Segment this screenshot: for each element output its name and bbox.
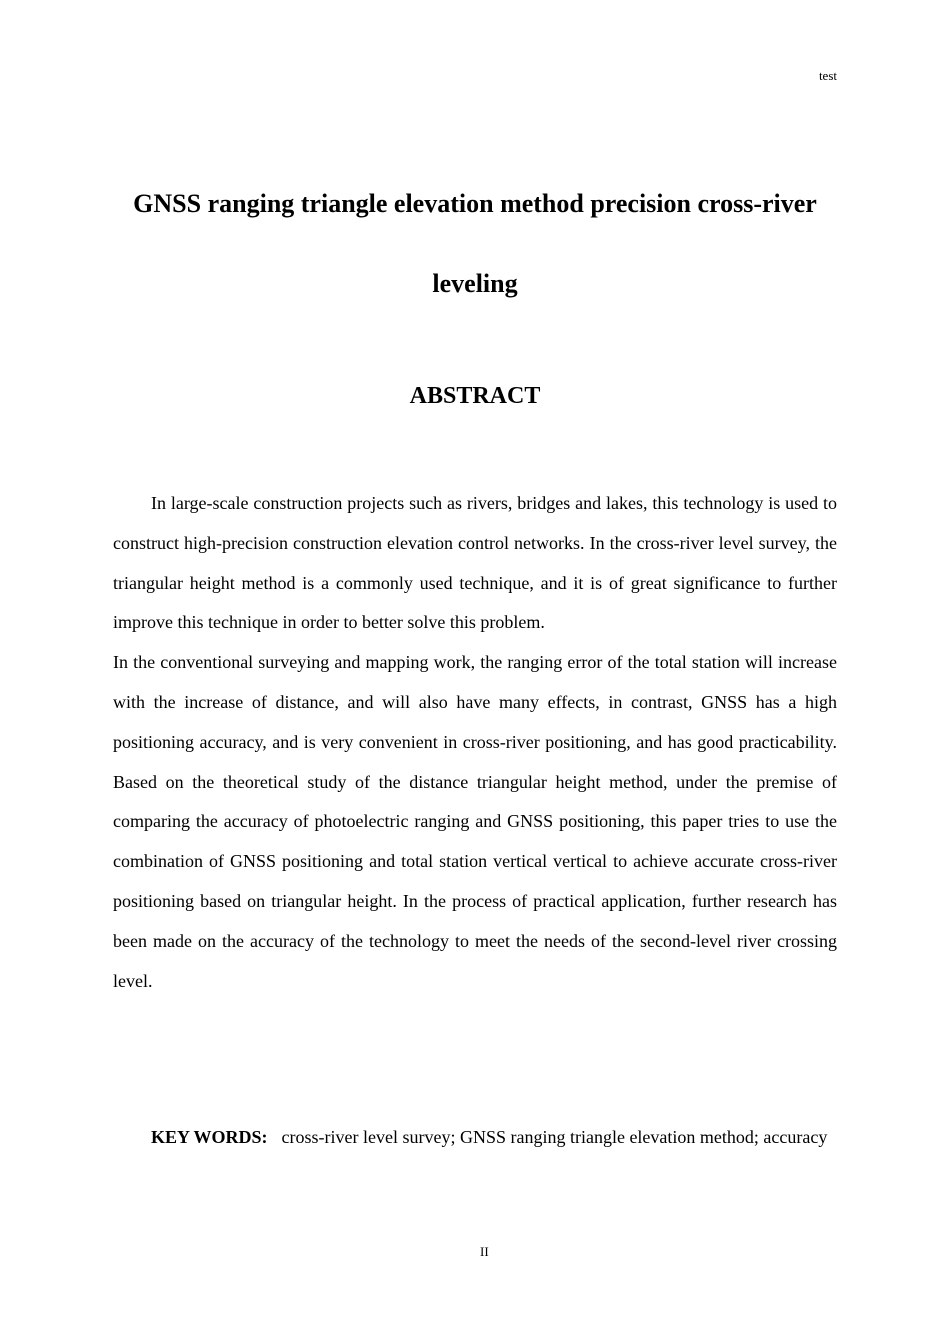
abstract-body <box>113 484 837 1001</box>
abstract-heading: ABSTRACT <box>409 383 541 409</box>
keywords-text: cross-river level survey; GNSS ranging triangle elevation method; accuracy <box>281 1127 828 1147</box>
abstract-paragraph-2: In the conventional surveying and mapping work, the ranging error of the total station will increase with the increase of distance, and will also have many effects, in contrast, GNSS has a high positioning accuracy, and is very convenient in cross-river positioning, and has good practicability. Based on the theoretical study of the distance triangular height method, under the premise of comparing the accuracy of photoelectric ranging and GNSS positioning, this paper tries to use the combination of GNSS positioning and total station vertical vertical to achieve accurate cross-river positioning based on triangular height. In the process of practical application, further research has been made on the accuracy of the technology to meet the needs of the second-level river crossing level. <box>113 652 837 991</box>
keywords-label: KEY WORDS: <box>151 1127 268 1147</box>
abstract-paragraph-1: In large-scale construction projects such as rivers, bridges and lakes, this technology is used to construct high-precision construction elevation control networks. In the cross-river level survey, the triangular height method is a commonly used technique, and it is of great significance to further improve this technique in order to better solve this problem. <box>113 493 837 633</box>
running-header: test <box>818 68 837 83</box>
paper-title: GNSS ranging triangle elevation method precision cross-river leveling <box>133 189 817 298</box>
keywords-section <box>113 1117 837 1157</box>
page-number: II <box>480 1244 489 1259</box>
